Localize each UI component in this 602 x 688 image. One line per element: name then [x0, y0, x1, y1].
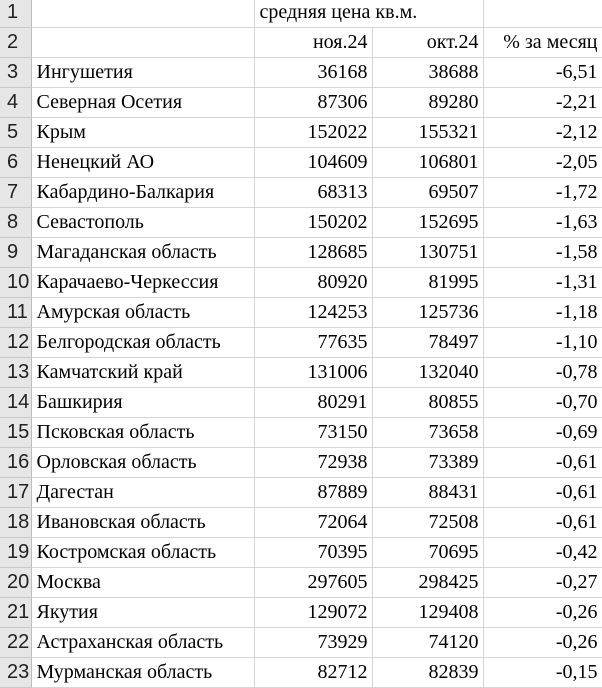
row-number[interactable]: 8: [0, 208, 31, 238]
pct-change-cell[interactable]: -0,61: [483, 448, 602, 478]
pct-change-cell[interactable]: -2,21: [483, 88, 602, 118]
pct-change-cell[interactable]: -0,69: [483, 418, 602, 448]
nov-price-cell[interactable]: 87889: [254, 478, 372, 508]
region-cell[interactable]: Камчатский край: [31, 358, 254, 388]
region-cell[interactable]: Костромская область: [31, 538, 254, 568]
pct-change-cell[interactable]: -0,70: [483, 388, 602, 418]
header-row-1: [0, 0, 602, 28]
pct-change-cell[interactable]: -0,26: [483, 598, 602, 628]
oct-price-cell[interactable]: 78497: [372, 328, 483, 358]
oct-price-cell[interactable]: 72508: [372, 508, 483, 538]
oct-price-cell[interactable]: 70695: [372, 538, 483, 568]
row-number[interactable]: 16: [0, 448, 31, 478]
table-row: [0, 358, 602, 388]
region-cell[interactable]: Карачаево-Черкессия: [31, 268, 254, 298]
row-number[interactable]: 7: [0, 178, 31, 208]
table-row: [0, 598, 602, 628]
oct-price-cell[interactable]: 74120: [372, 628, 483, 658]
oct-price-cell[interactable]: 38688: [372, 58, 483, 88]
nov-price-cell[interactable]: 73150: [254, 418, 372, 448]
table-row: [0, 538, 602, 568]
table-row: [0, 448, 602, 478]
pct-change-cell[interactable]: -0,61: [483, 508, 602, 538]
header-pct-cell[interactable]: % за месяц: [483, 28, 602, 58]
oct-price-cell[interactable]: 69507: [372, 178, 483, 208]
nov-price-cell[interactable]: 72938: [254, 448, 372, 478]
table-row: [0, 628, 602, 658]
pct-change-cell[interactable]: -0,42: [483, 538, 602, 568]
nov-price-cell[interactable]: 124253: [254, 298, 372, 328]
pct-change-cell[interactable]: -6,51: [483, 58, 602, 88]
row-number[interactable]: 9: [0, 238, 31, 268]
row-number[interactable]: 10: [0, 268, 31, 298]
region-cell[interactable]: Ингушетия: [31, 58, 254, 88]
table-row: [0, 568, 602, 598]
pct-change-cell[interactable]: -2,12: [483, 118, 602, 148]
oct-price-cell[interactable]: 89280: [372, 88, 483, 118]
table-row: [0, 658, 602, 688]
nov-price-cell[interactable]: 80920: [254, 268, 372, 298]
region-cell[interactable]: Орловская область: [31, 448, 254, 478]
oct-price-cell[interactable]: 125736: [372, 298, 483, 328]
row-number[interactable]: 3: [0, 58, 31, 88]
row-number[interactable]: 20: [0, 568, 31, 598]
oct-price-cell[interactable]: 129408: [372, 598, 483, 628]
row-number[interactable]: 18: [0, 508, 31, 538]
cell-blank[interactable]: [31, 28, 254, 58]
row-number[interactable]: 13: [0, 358, 31, 388]
pct-change-cell[interactable]: -1,10: [483, 328, 602, 358]
oct-price-cell[interactable]: 82839: [372, 658, 483, 688]
region-cell[interactable]: Мурманская область: [31, 658, 254, 688]
table-row: [0, 328, 602, 358]
row-number[interactable]: 19: [0, 538, 31, 568]
nov-price-cell[interactable]: 128685: [254, 238, 372, 268]
cell-blank[interactable]: [31, 0, 254, 28]
region-cell[interactable]: Ненецкий АО: [31, 148, 254, 178]
region-cell[interactable]: Кабардино-Балкария: [31, 178, 254, 208]
pct-change-cell[interactable]: -0,26: [483, 628, 602, 658]
oct-price-cell[interactable]: 152695: [372, 208, 483, 238]
pct-change-cell[interactable]: -2,05: [483, 148, 602, 178]
oct-price-cell[interactable]: 88431: [372, 478, 483, 508]
pct-change-cell[interactable]: -0,78: [483, 358, 602, 388]
oct-price-cell[interactable]: 73389: [372, 448, 483, 478]
region-cell[interactable]: Астраханская область: [31, 628, 254, 658]
nov-price-cell[interactable]: 68313: [254, 178, 372, 208]
row-number[interactable]: 1: [0, 0, 31, 28]
row-number[interactable]: 2: [0, 28, 31, 58]
row-number[interactable]: 12: [0, 328, 31, 358]
nov-price-cell[interactable]: 72064: [254, 508, 372, 538]
table-row: [0, 298, 602, 328]
region-cell[interactable]: Северная Осетия: [31, 88, 254, 118]
oct-price-cell[interactable]: 130751: [372, 238, 483, 268]
table-row: [0, 208, 602, 238]
region-cell[interactable]: Башкирия: [31, 388, 254, 418]
region-cell[interactable]: Якутия: [31, 598, 254, 628]
row-number[interactable]: 4: [0, 88, 31, 118]
header-nov-cell[interactable]: ноя.24: [254, 28, 372, 58]
oct-price-cell[interactable]: 80855: [372, 388, 483, 418]
pct-change-cell[interactable]: -1,63: [483, 208, 602, 238]
table-row: [0, 178, 602, 208]
nov-price-cell[interactable]: 73929: [254, 628, 372, 658]
region-cell[interactable]: Москва: [31, 568, 254, 598]
table-row: [0, 418, 602, 448]
row-number[interactable]: 15: [0, 418, 31, 448]
row-number[interactable]: 17: [0, 478, 31, 508]
region-cell[interactable]: Амурская область: [31, 298, 254, 328]
pct-change-cell[interactable]: -1,72: [483, 178, 602, 208]
region-cell[interactable]: Крым: [31, 118, 254, 148]
region-cell[interactable]: Магаданская область: [31, 238, 254, 268]
nov-price-cell[interactable]: 80291: [254, 388, 372, 418]
pct-change-cell[interactable]: -1,31: [483, 268, 602, 298]
header-oct-cell[interactable]: окт.24: [372, 28, 483, 58]
nov-price-cell[interactable]: 104609: [254, 148, 372, 178]
nov-price-cell[interactable]: 77635: [254, 328, 372, 358]
region-cell[interactable]: Севастополь: [31, 208, 254, 238]
row-number[interactable]: 5: [0, 118, 31, 148]
table-row: [0, 58, 602, 88]
table-row: [0, 148, 602, 178]
region-cell[interactable]: Дагестан: [31, 478, 254, 508]
row-number[interactable]: 23: [0, 658, 31, 688]
table-row: [0, 268, 602, 298]
header-row-2: [0, 28, 602, 58]
oct-price-cell[interactable]: 81995: [372, 268, 483, 298]
nov-price-cell[interactable]: 297605: [254, 568, 372, 598]
row-number[interactable]: 11: [0, 298, 31, 328]
oct-price-cell[interactable]: 73658: [372, 418, 483, 448]
nov-price-cell[interactable]: 152022: [254, 118, 372, 148]
row-number[interactable]: 14: [0, 388, 31, 418]
oct-price-cell[interactable]: 132040: [372, 358, 483, 388]
table-row: [0, 238, 602, 268]
region-cell[interactable]: Белгородская область: [31, 328, 254, 358]
nov-price-cell[interactable]: 87306: [254, 88, 372, 118]
table-row: [0, 478, 602, 508]
nov-price-cell[interactable]: 129072: [254, 598, 372, 628]
nov-price-cell[interactable]: 70395: [254, 538, 372, 568]
pct-change-cell[interactable]: -1,58: [483, 238, 602, 268]
table-row: [0, 118, 602, 148]
row-number[interactable]: 21: [0, 598, 31, 628]
table-row: [0, 88, 602, 118]
pct-change-cell[interactable]: -0,61: [483, 478, 602, 508]
pct-change-cell[interactable]: -0,15: [483, 658, 602, 688]
region-cell[interactable]: Псковская область: [31, 418, 254, 448]
oct-price-cell[interactable]: 106801: [372, 148, 483, 178]
header-title-cell[interactable]: средняя цена кв.м.: [254, 0, 372, 28]
pct-change-cell[interactable]: -0,27: [483, 568, 602, 598]
region-cell[interactable]: Ивановская область: [31, 508, 254, 538]
row-number[interactable]: 22: [0, 628, 31, 658]
nov-price-cell[interactable]: 150202: [254, 208, 372, 238]
oct-price-cell[interactable]: 155321: [372, 118, 483, 148]
table-row: [0, 388, 602, 418]
pct-change-cell[interactable]: -1,18: [483, 298, 602, 328]
row-number[interactable]: 6: [0, 148, 31, 178]
nov-price-cell[interactable]: 82712: [254, 658, 372, 688]
oct-price-cell[interactable]: 298425: [372, 568, 483, 598]
nov-price-cell[interactable]: 36168: [254, 58, 372, 88]
cell-blank[interactable]: [483, 0, 602, 28]
table-row: [0, 508, 602, 538]
nov-price-cell[interactable]: 131006: [254, 358, 372, 388]
